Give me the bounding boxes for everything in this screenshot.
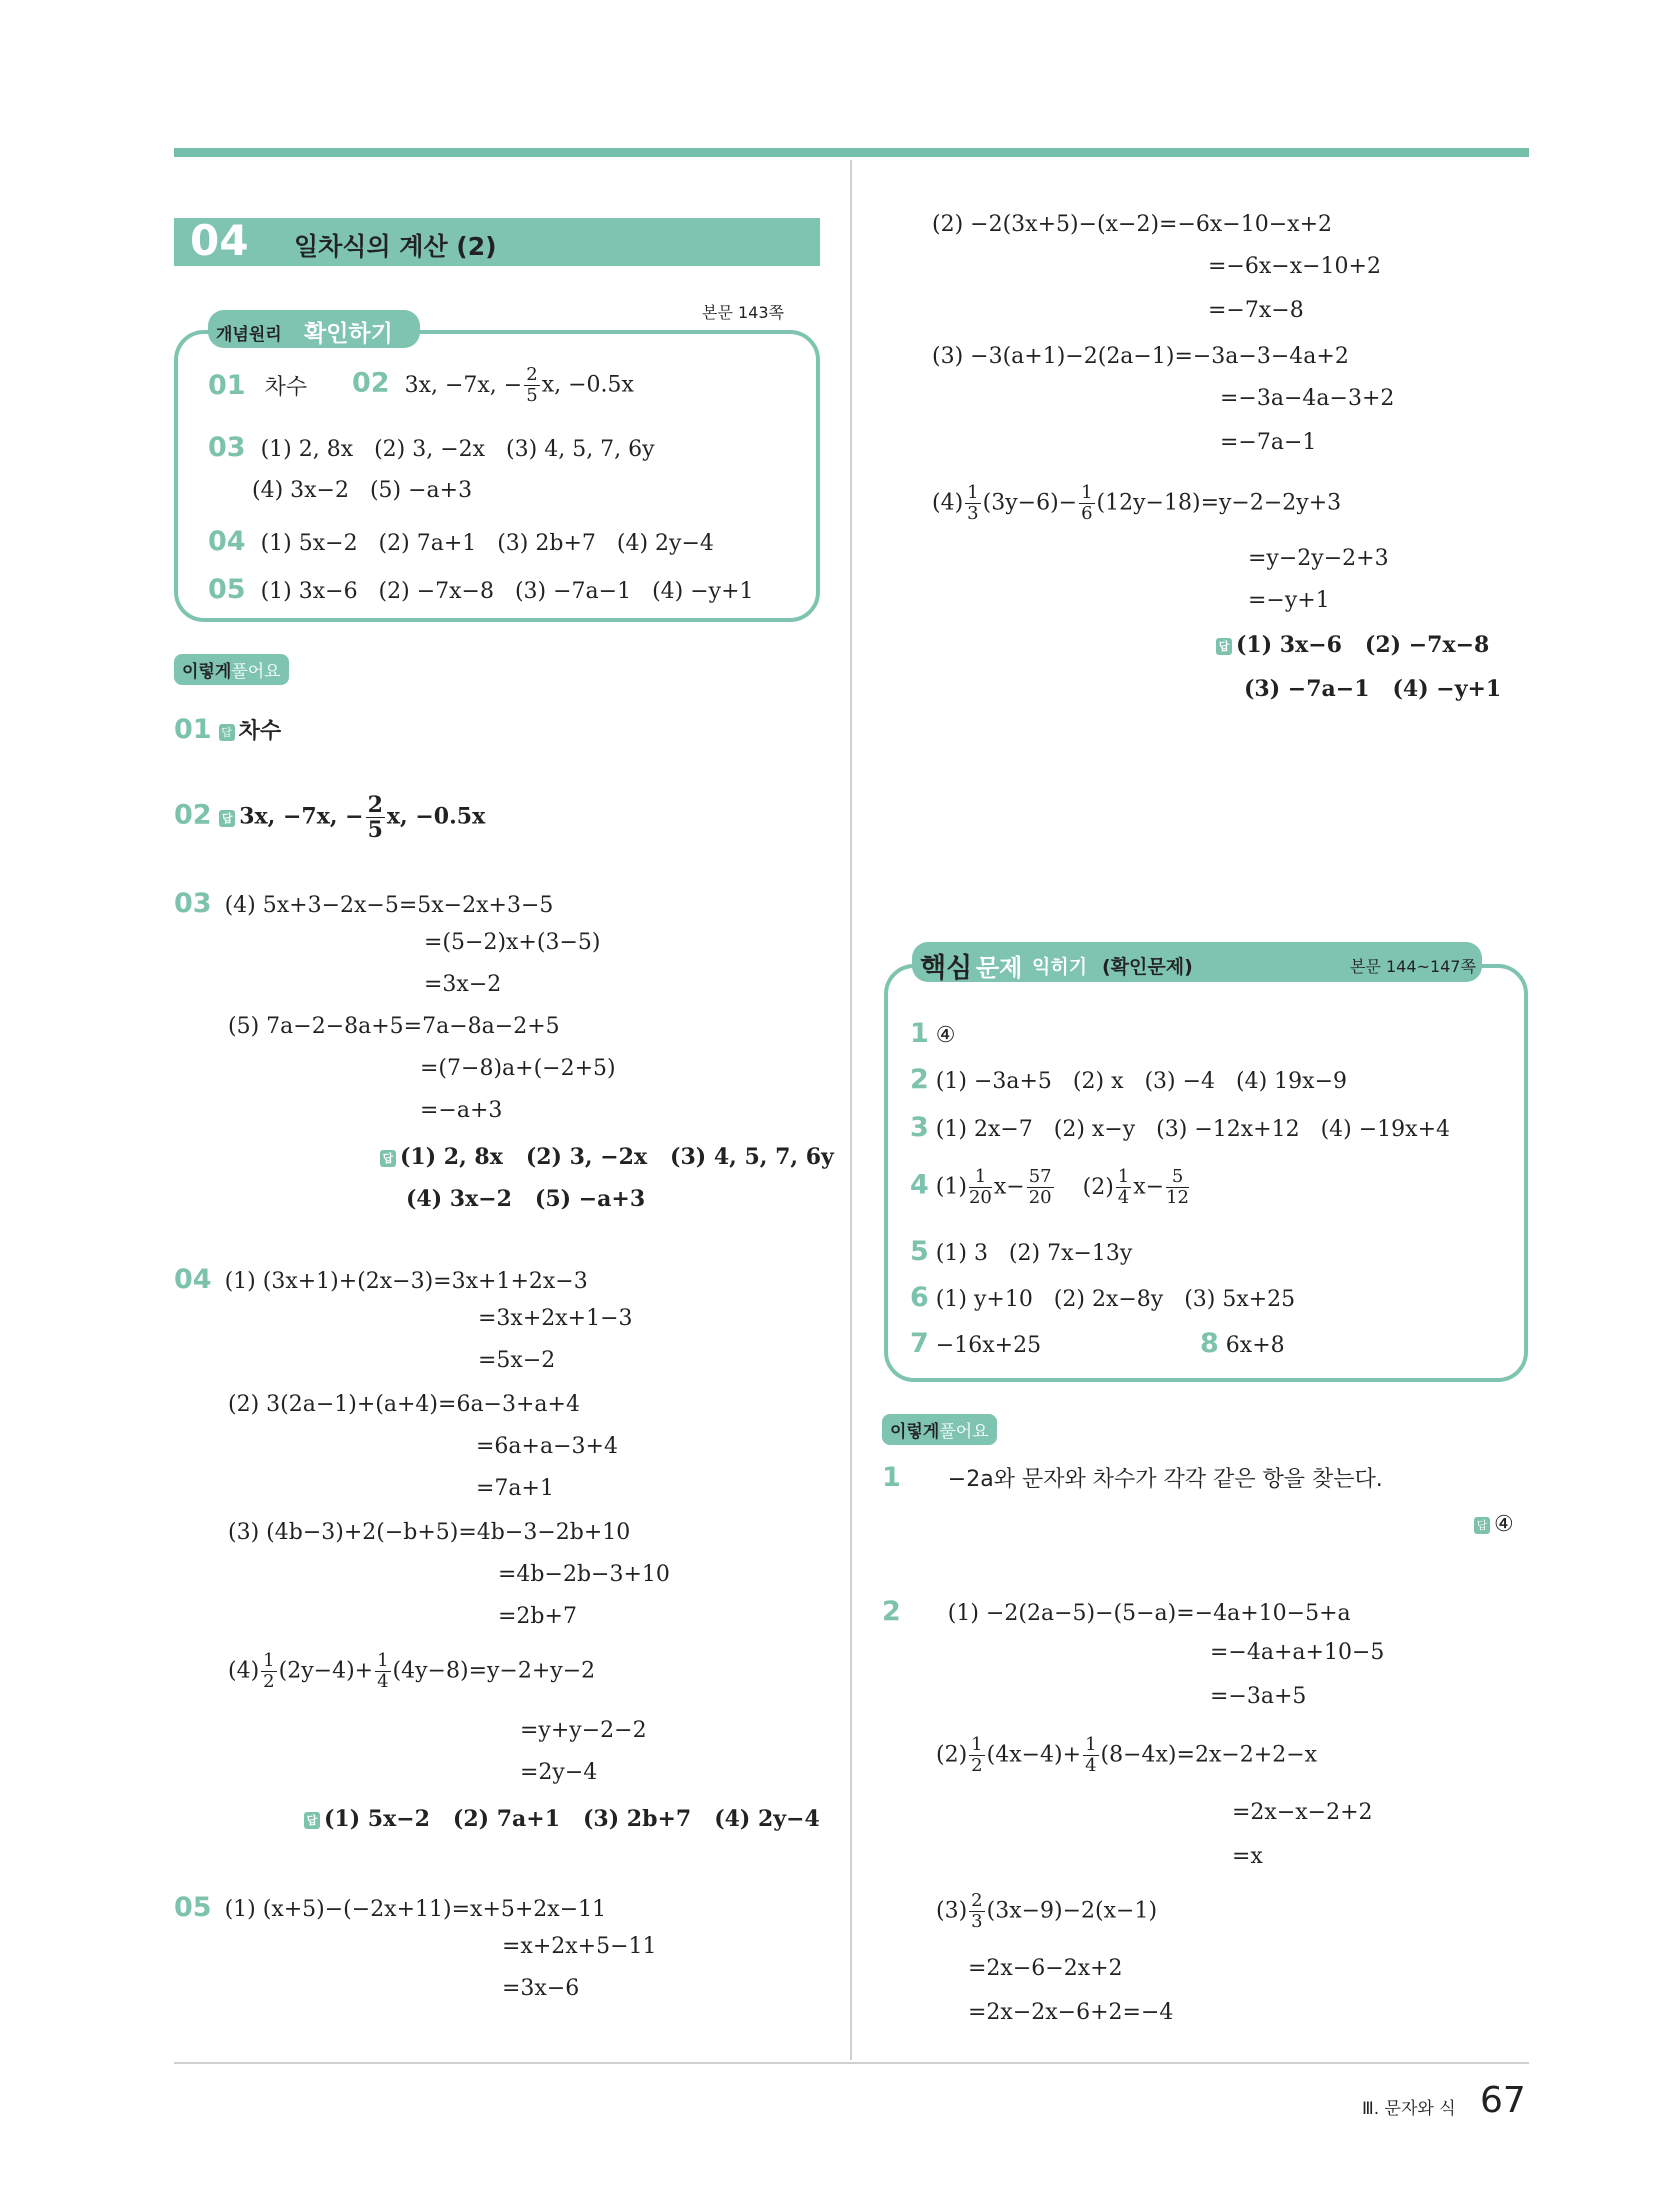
page-ref-144: 본문 144~147쪽 <box>1350 957 1476 976</box>
r-line6: =−7a−1 <box>1220 430 1317 455</box>
prob-2-line2: =−4a+a+10−5 <box>1210 1640 1385 1665</box>
sol-03-line6: =−a+3 <box>420 1098 503 1123</box>
section-band <box>174 218 820 266</box>
concept-tag-a: 개념원리 <box>216 325 282 345</box>
sol-01: 01 답 차수 <box>174 714 282 745</box>
sol-04-line2: =3x+2x+1−3 <box>478 1306 633 1331</box>
page-ref-143: 본문 143쪽 <box>702 303 784 322</box>
prob-2-line8: =2x−6−2x+2 <box>968 1956 1123 1981</box>
sol-02: 02 답 3x, −7x, − $\frac{2}{5}$ x, −0.5x <box>174 792 486 843</box>
concept-row-02: 02 3x, −7x, − $\frac{2}{5}$ x, −0.5x <box>352 364 634 406</box>
prob-2-line4: (2) $\frac{1}{2}$ (4x−4)+ $\frac{1}{4}$ (8−4x)=2x−2+2−x <box>936 1734 1318 1776</box>
core-q1: 1 ④ <box>910 1018 956 1049</box>
top-rule <box>174 148 1529 157</box>
sol-03-line5: =(7−8)a+(−2+5) <box>420 1056 616 1081</box>
sol-03-line4: (5) 7a−2−8a+5=7a−8a−2+5 <box>228 1014 560 1039</box>
r-line2: =−6x−x−10+2 <box>1208 254 1381 279</box>
r-line3: =−7x−8 <box>1208 298 1304 323</box>
core-q5: 5 (1) 3 (2) 7x−13y <box>910 1236 1133 1267</box>
r-line4: (3) −3(a+1)−2(2a−1)=−3a−3−4a+2 <box>932 344 1349 369</box>
sol-03-answer2: (4) 3x−2 (5) −a+3 <box>406 1186 646 1212</box>
r-line7: (4) $\frac{1}{3}$ (3y−6)− $\frac{1}{6}$ (12y−18)=y−2−2y+3 <box>932 482 1342 524</box>
prob-2-line1: 2 (1) −2(2a−5)−(5−a)=−4a+10−5+a <box>882 1596 1351 1627</box>
prob-2-line5: =2x−x−2+2 <box>1232 1800 1373 1825</box>
core-title-c: 익히기 <box>1032 956 1088 978</box>
sol-04-answer: 답 (1) 5x−2 (2) 7a+1 (3) 2b+7 (4) 2y−4 <box>304 1806 820 1832</box>
sol-03-line1: 03 (4) 5x+3−2x−5=5x−2x+3−5 <box>174 888 554 919</box>
footer-chapter: Ⅲ. 문자와 식 <box>1362 2099 1456 2119</box>
sol-03-line2: =(5−2)x+(3−5) <box>424 930 601 955</box>
r-line8: =y−2y−2+3 <box>1248 546 1389 571</box>
core-q8: 8 6x+8 <box>1200 1328 1285 1359</box>
sol-04-line8: =4b−2b−3+10 <box>498 1562 670 1587</box>
solve-tag-left: 이렇게풀어요 <box>174 654 289 685</box>
sol-04-line11: =y+y−2−2 <box>520 1718 647 1743</box>
core-q6: 6 (1) y+10 (2) 2x−8y (3) 5x+25 <box>910 1282 1296 1313</box>
sol-04-line12: =2y−4 <box>520 1760 598 1785</box>
core-q4: 4 (1) $\frac{1}{20}$ x− $\frac{57}{20}$ (2) $\frac{1}{4}$ x− $\frac{5}{12}$ <box>910 1166 1189 1208</box>
core-q2: 2 (1) −3a+5 (2) x (3) −4 (4) 19x−9 <box>910 1064 1348 1095</box>
concept-tag <box>208 310 420 348</box>
core-title-b: 문제 <box>976 954 1023 982</box>
concept-row-04: 04 (1) 5x−2 (2) 7a+1 (3) 2b+7 (4) 2y−4 <box>208 526 714 557</box>
sol-04-line5: =6a+a−3+4 <box>476 1434 618 1459</box>
solve-tag-right: 이렇게풀어요 <box>882 1414 997 1445</box>
prob-1-answer: 답 ④ <box>1474 1512 1514 1537</box>
section-number: 04 <box>190 216 249 265</box>
r-answer1: 답 (1) 3x−6 (2) −7x−8 <box>1216 632 1489 658</box>
core-title-d: (확인문제) <box>1102 956 1193 978</box>
r-line1: (2) −2(3x+5)−(x−2)=−6x−10−x+2 <box>932 212 1332 237</box>
sol-04-line6: =7a+1 <box>476 1476 554 1501</box>
prob-2-line7: (3) $\frac{2}{3}$ (3x−9)−2(x−1) <box>936 1890 1158 1932</box>
sol-04-line1: 04 (1) (3x+1)+(2x−3)=3x+1+2x−3 <box>174 1264 588 1295</box>
bottom-rule <box>174 2062 1529 2064</box>
r-line5: =−3a−4a−3+2 <box>1220 386 1395 411</box>
sol-04-line10: (4) $\frac{1}{2}$ (2y−4)+ $\frac{1}{4}$ (4y−8)=y−2+y−2 <box>228 1650 596 1692</box>
sol-04-line9: =2b+7 <box>498 1604 577 1629</box>
concept-row-01: 01 차수 <box>208 370 308 401</box>
prob-1: 1 −2a와 문자와 차수가 각각 같은 항을 찾는다. <box>882 1462 1383 1493</box>
sol-05-line2: =x+2x+5−11 <box>502 1934 657 1959</box>
sol-03-answer1: 답 (1) 2, 8x (2) 3, −2x (3) 4, 5, 7, 6y <box>380 1144 834 1170</box>
core-q3: 3 (1) 2x−7 (2) x−y (3) −12x+12 (4) −19x+4 <box>910 1112 1450 1143</box>
sol-05-line1: 05 (1) (x+5)−(−2x+11)=x+5+2x−11 <box>174 1892 607 1923</box>
concept-row-05: 05 (1) 3x−6 (2) −7x−8 (3) −7a−1 (4) −y+1 <box>208 574 754 605</box>
prob-2-line6: =x <box>1232 1844 1263 1869</box>
sol-04-line4: (2) 3(2a−1)+(a+4)=6a−3+a+4 <box>228 1392 580 1417</box>
sol-04-line7: (3) (4b−3)+2(−b+5)=4b−3−2b+10 <box>228 1520 631 1545</box>
sol-03-line3: =3x−2 <box>424 972 502 997</box>
concept-row-03: 03 (1) 2, 8x (2) 3, −2x (3) 4, 5, 7, 6y <box>208 432 655 463</box>
section-title: 일차식의 계산 (2) <box>294 232 497 261</box>
core-title-a: 핵심 <box>920 953 973 984</box>
r-line9: =−y+1 <box>1248 588 1330 613</box>
column-divider <box>850 160 852 2060</box>
core-q7: 7 −16x+25 <box>910 1328 1042 1359</box>
concept-tag-b: 확인하기 <box>304 321 393 347</box>
sol-04-line3: =5x−2 <box>478 1348 556 1373</box>
prob-2-line3: =−3a+5 <box>1210 1684 1307 1709</box>
r-answer2: (3) −7a−1 (4) −y+1 <box>1244 676 1502 702</box>
concept-row-03b: (4) 3x−2 (5) −a+3 <box>252 478 473 503</box>
page-number: 67 <box>1480 2080 1526 2121</box>
core-tag <box>912 942 1482 982</box>
prob-2-line9: =2x−2x−6+2=−4 <box>968 2000 1174 2025</box>
sol-05-line3: =3x−6 <box>502 1976 580 2001</box>
